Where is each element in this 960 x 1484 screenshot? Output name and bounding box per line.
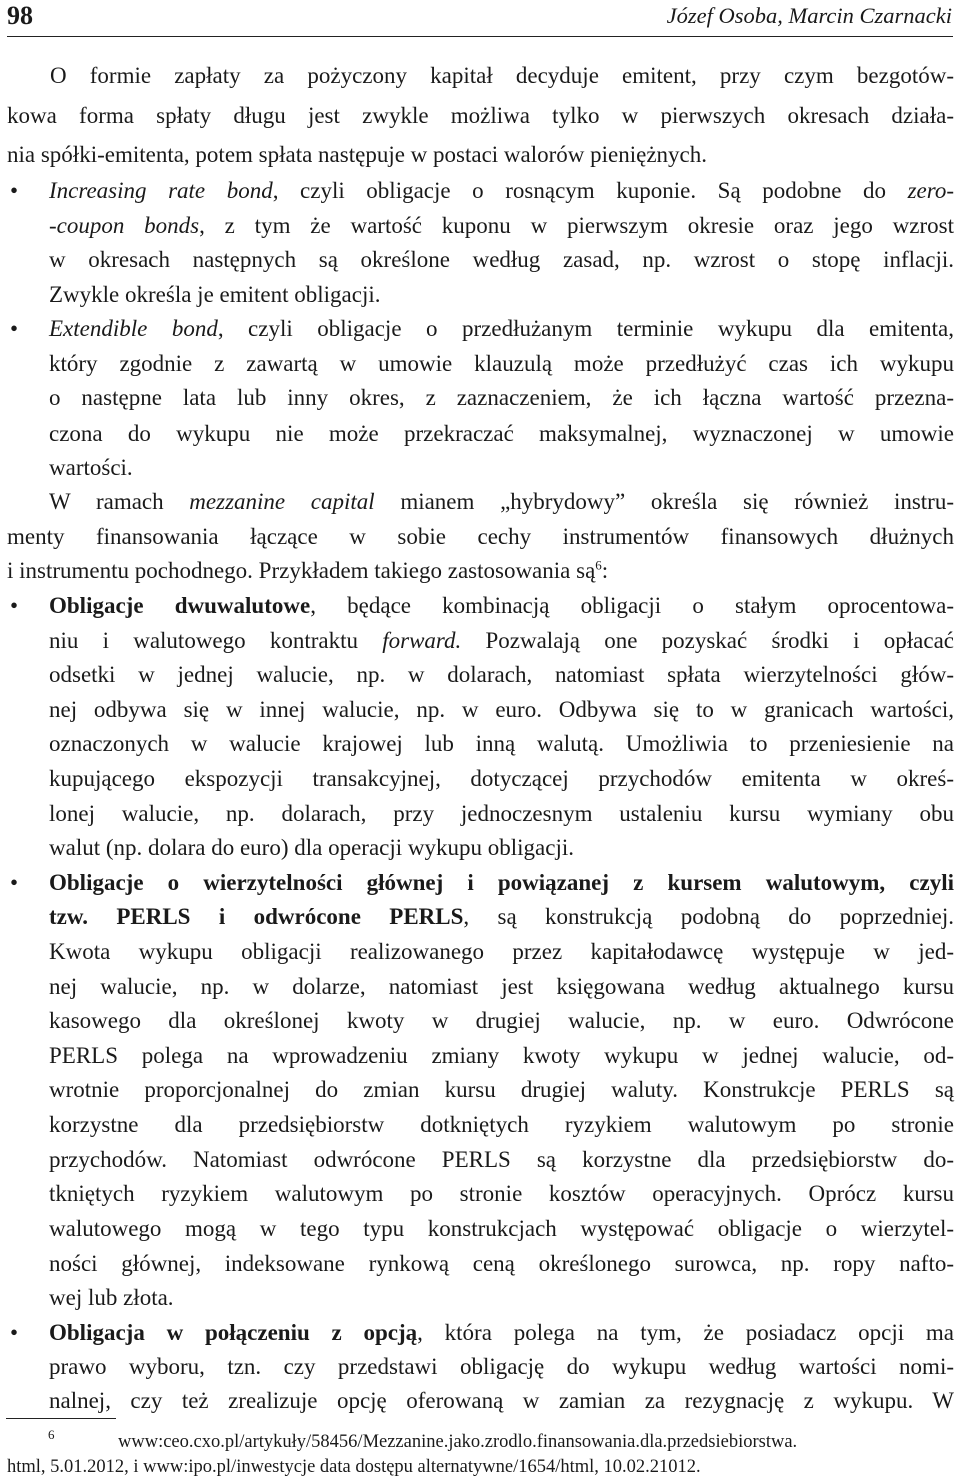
extendible-bond-line: wartości. [49,455,133,480]
increasing-bond-line: w okresach następnych są określone według zasad, np. wzrost o stopę inflacji. [49,247,954,272]
perls-line: przychodów. Natomiast odwrócone PERLS są korzystne dla przedsiębiorstw do- [49,1147,954,1172]
footnote-rule [6,1418,116,1419]
term-perls-heading: Obligacje o wierzytelności głównej i powiązanej z kursem walutowym, czyli [49,870,954,895]
extendible-bond-line: Extendible bond, czyli obligacje o przedłużanym terminie wykupu dla emitenta, [49,316,954,341]
header-rule [7,36,953,37]
extendible-bond-line: czona do wykupu nie może przekraczać maksymalnej, wyznaczonej w umowie [49,421,954,446]
intro-line: nia spółki-emitenta, potem spłata następuje w postaci walorów pieniężnych. [7,142,708,167]
mezzanine-line: i instrumentu pochodnego. Przykładem takiego zastosowania $są^6$: [7,557,609,583]
perls-line: ności głównej, indeksowane rynkową ceną określonego surowca, np. ropy nafto- [49,1251,954,1276]
dual-currency-line: niu i walutowego kontraktu forward. Pozwalają one pozyskać środki i opłacać [49,628,954,653]
perls-line: Kwota wykupu obligacji realizowanego przez kapitałodawcę występuje w jed- [49,939,954,964]
bullet-icon: • [10,316,19,341]
mezzanine-line: menty finansowania łączące w sobie cechy instrumentów finansowych dłużnych [7,524,954,549]
option-bond-line: prawo wyboru, tzn. czy przedstawi obligację do wykupu według wartości nomi- [49,1354,954,1379]
dual-currency-line: walut (np. dolara do euro) dla operacji wykupu obligacji. [49,835,575,860]
perls-line: PERLS polega na wprowadzeniu zmiany kwoty wykupu w jednej walucie, od- [49,1043,954,1068]
extendible-bond-line: który zgodnie z zawartą w umowie klauzulą może przedłużyć czas ich wykupu [49,351,954,376]
footnote-mark: 6 [48,1427,55,1442]
term-extendible-bond: Extendible bond [49,316,218,341]
bullet-icon: • [10,870,19,895]
footnote-line: www:ceo.cxo.pl/artykuły/58456/Mezzanine.jako.zrodlo.finansowania.dla.przedsiebiorstwa. [118,1432,798,1452]
bullet-icon: • [10,1320,19,1345]
option-bond-line: Obligacja w połączeniu z opcją, która polega na tym, że posiadacz opcji ma [49,1320,955,1345]
dual-currency-line: kupującego ekspozycji transakcyjnej, dotyczącej przychodów emitenta w okreś- [49,766,954,791]
term-perls: tzw. PERLS i odwrócone PERLS [49,904,464,929]
dual-currency-line: oznaczonych w walucie krajowej lub inną walutą. Umożliwia to przeniesienie na [49,731,954,756]
bullet-icon: • [10,178,19,203]
perls-line: tzw. PERLS i odwrócone PERLS, są konstrukcją podobną do poprzedniej. [49,904,954,929]
perls-line [49,867,954,899]
page-number: 98 [7,1,33,30]
perls-line: nej walucie, np. w dolarze, natomiast jest księgowana według aktualnego kursu [49,974,954,999]
perls-line: korzystne dla przedsiębiorstw dotkniętych ryzykiem walutowym po stronie [49,1112,954,1137]
mezzanine-line: W ramach mezzanine capital mianem „hybrydowy” określa się również instru- [49,489,954,514]
extendible-bond-line: o następne lata lub inny okres, z zaznaczeniem, że ich łączna wartość przezna- [49,385,954,410]
perls-line: kasowego dla określonej kwoty w drugiej walucie, np. w euro. Odwrócone [49,1008,954,1033]
footnote-ref[interactable]: 6 [595,557,602,573]
increasing-bond-line: Zwykle określa je emitent obligacji. [49,282,381,307]
perls-line: tkniętych ryzykiem walutowym po stronie kosztów operacyjnych. Oprócz kursu [49,1181,954,1206]
running-head-authors: Józef Osoba, Marcin Czarnacki [666,3,952,28]
term-dual-currency-bonds: Obligacje dwuwalutowe [49,593,311,618]
intro-line: kowa forma spłaty długu jest zwykle możliwa tylko w pierwszych okresach działa- [7,103,954,128]
increasing-bond-line: -coupon bonds, z tym że wartość kuponu w pierwszym okresie oraz jego wzrost [49,213,954,238]
perls-line: wej lub złota. [49,1285,174,1310]
page-header [0,0,960,40]
term-increasing-rate-bond: Increasing rate bond [49,178,273,203]
dual-currency-line: nej odbywa się w innej walucie, np. w euro. Odbywa się to w granicach wartości, [49,697,954,722]
intro-line: O formie zapłaty za pożyczony kapitał decyduje emitent, przy czym bezgotów- [50,63,954,88]
dual-currency-line: Obligacje dwuwalutowe, będące kombinacją obligacji o stałym oprocentowa- [49,593,954,618]
footnote-line-2: html, 5.01.2012, i www:ipo.pl/inwestycje data dostępu alternatywne/1654/html, 10.02.21012. [7,1457,701,1477]
term-option-bond: Obligacja w połączeniu z opcją [49,1320,418,1345]
increasing-bond-line: Increasing rate bond, czyli obligacje o rosnącym kuponie. Są podobne do zero- [49,178,954,203]
dual-currency-line: lonej walucie, np. dolarach, przy jednoczesnym ustaleniu kursu wymiany obu [49,801,954,826]
perls-line: wrotnie proporcjonalnej do zmian kursu drugiej waluty. Konstrukcje PERLS są [49,1077,954,1102]
bullet-icon: • [10,593,19,618]
perls-line: walutowego mogą w tego typu konstrukcjach występować obligacje o wierzytel- [49,1216,954,1241]
option-bond-line: nalnej, czy też zrealizuje opcję oferowaną w zamian za rezygnację z wykupu. W [49,1388,954,1413]
dual-currency-line: odsetki w jednej walucie, np. w dolarach, natomiast spłata wierzytelności głów- [49,662,954,687]
